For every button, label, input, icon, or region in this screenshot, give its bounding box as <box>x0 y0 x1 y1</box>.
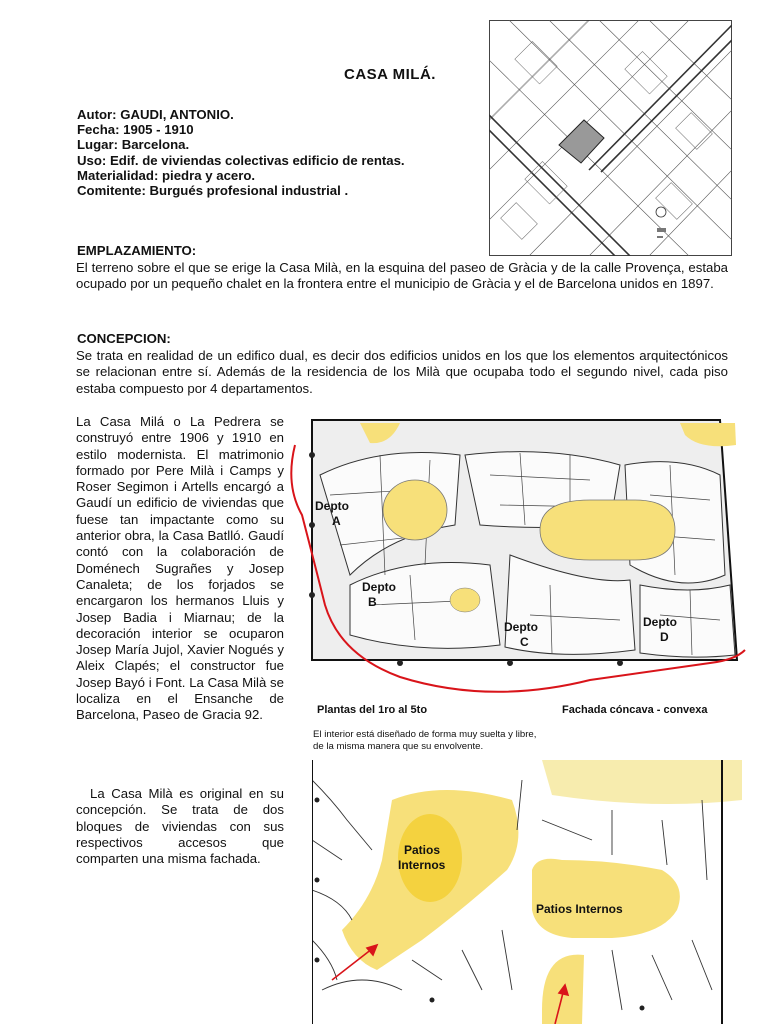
meta-uso: Uso: Edif. de viviendas colectivas edificio de rentas. <box>77 152 405 168</box>
floor-plan-1-5 <box>290 415 750 697</box>
meta-fecha: Fecha: 1905 - 1910 <box>77 122 194 138</box>
emplazamiento-heading: EMPLAZAMIENTO: <box>77 243 197 258</box>
svg-text:C: C <box>520 635 529 649</box>
plan1-caption-left: Plantas del 1ro al 5to <box>317 704 428 716</box>
emplazamiento-text: El terreno sobre el que se erige la Casa Milà, en la esquina del paseo de Gràcia y de la calle Provença, estaba ocupado por un pequeño chalet en la frontera entre el municipio de Gràcia y el de Barcelona unidos en 1897. <box>76 260 728 292</box>
history-paragraph: La Casa Milá o La Pedrera se construyó entre 1906 y 1910 en estilo modernista. El matrimonio formado por Pere Milà i Camps y Roser Segimon i Artells encargó a Gaudí un edificio de viviendas que fuese tan impactante como su anterior obra, la Casa Batlló. Gaudí contó con la colaboración de Doménech Sugrañes y Josep Canaleta; de los forjados se encargaron los hermanos Lluis y Josep Badia i Miarnau; de la decoración interior se ocuparon Josep María Jujol, Xavier Nogués y Aleix Clapés; el constructor fue Josep Bayó i Font. La Casa Milà se localiza en el Ensanche de Barcelona, Paseo de Gracia 92. <box>76 414 284 723</box>
concepcion-heading: CONCEPCION: <box>77 331 171 346</box>
depto-b-label: Depto <box>362 580 396 594</box>
floor-plan-ground <box>312 760 742 1024</box>
plan2-note: El interior está diseñado de forma muy suelta y libre, de la misma manera que su envolvente. <box>313 729 537 752</box>
project-meta <box>77 107 405 198</box>
svg-text:B: B <box>368 595 377 609</box>
patio-label-right: Patios Internos <box>536 902 623 916</box>
meta-materialidad: Materialidad: piedra y acero. <box>77 167 256 183</box>
svg-text:A: A <box>332 514 341 528</box>
svg-text:D: D <box>660 630 669 644</box>
patio-large <box>540 500 675 560</box>
concepcion-text: Se trata en realidad de un edifico dual, es decir dos edificios unidos en los que los elementos arquitectónicos se relacionan entre sí. Además de la residencia de los Milà que ocupaba todo el segundo nivel, cada piso estaba compuesto por 4 departamentos. <box>76 348 728 396</box>
patio-area-right <box>532 859 680 938</box>
depto-c-label: Depto <box>504 620 538 634</box>
depto-a-label: Depto <box>315 499 349 513</box>
depto-d-label: Depto <box>643 615 677 629</box>
meta-autor: Autor: GAUDI, ANTONIO. <box>77 107 234 122</box>
meta-comitente: Comitente: Burgués profesional industrial . <box>77 183 349 199</box>
patio-label-left: Patios <box>404 843 441 857</box>
meta-lugar: Lugar: Barcelona. <box>77 137 190 153</box>
page-title: CASA MILÁ. <box>344 66 436 83</box>
svg-text:Internos: Internos <box>398 858 446 872</box>
concept-paragraph: La Casa Milà es original en su concepción. Se trata de dos bloques de viviendas con sus respectivos accesos que comparten una misma fachada. <box>76 786 284 867</box>
plan1-caption-right: Fachada cóncava - convexa <box>562 704 708 716</box>
patio-small <box>383 480 447 540</box>
site-map <box>489 20 732 256</box>
